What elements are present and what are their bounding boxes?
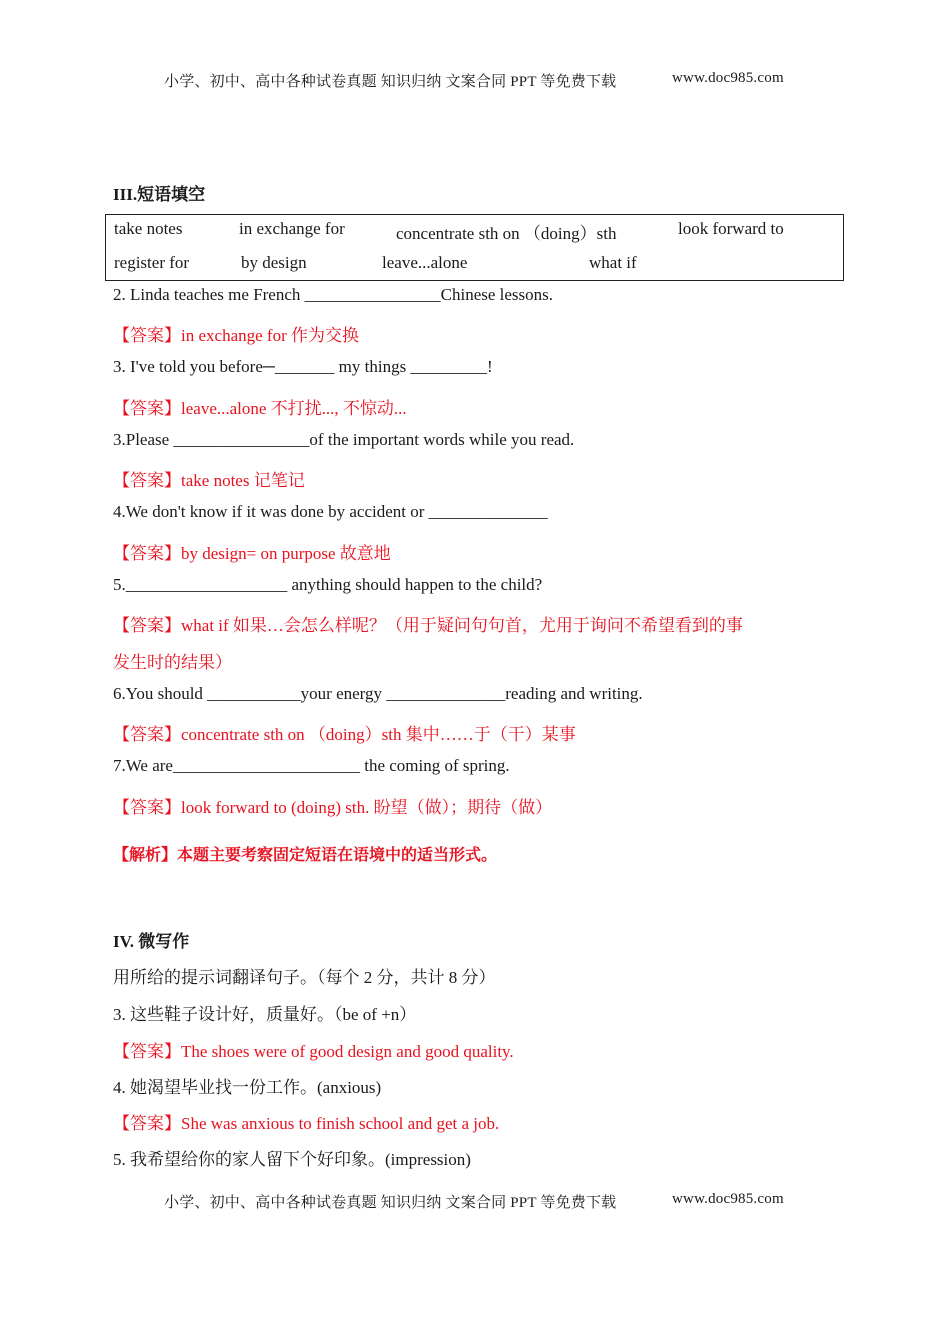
answer-text: 【答案】take notes 记笔记 [113,471,305,490]
analysis-text: 【解析】本题主要考察固定短语在语境中的适当形式。 [113,845,498,864]
answer-text: 【答案】what if 如果…会怎么样呢？（用于疑问句句首，尤用于询问不希望看到的事 [113,616,743,635]
phrase-leave-alone: leave...alone [382,253,468,272]
answer-text: 【答案】leave...alone 不打扰..., 不惊动... [113,399,407,418]
section-4-instruction: 用所给的提示词翻译句子。（每个 2 分，共计 8 分） [113,968,496,987]
question-text: 4. 她渴望毕业找一份工作。(anxious) [113,1078,382,1097]
phrase-take-notes: take notes [114,219,183,238]
question-text: 3. 这些鞋子设计好，质量好。（be of +n） [113,1005,417,1024]
question-text: 2. Linda teaches me French ________________Chinese lessons. [113,285,554,304]
phrase-box [105,214,844,281]
answer-text: 【答案】look forward to (doing) sth. 盼望（做）；期待（做） [113,798,553,817]
header-url[interactable]: www.doc985.com [672,70,784,86]
question-text: 4.We don't know if it was done by accident or ______________ [113,502,548,521]
phrase-register-for: register for [114,253,190,272]
question-text: 5.___________________ anything should happen to the child? [113,575,543,594]
answer-text: 【答案】by design= on purpose 故意地 [113,544,391,563]
footer-title: 小学、初中、高中各种试卷真题 知识归纳 文案合同 PPT 等免费下载 [164,1195,617,1211]
phrase-concentrate-on: concentrate sth on （doing）sth [396,224,617,243]
question-text: 3. I've told you before─_______ my things _________! [113,357,493,376]
question-text: 3.Please ________________of the important words while you read. [113,430,575,449]
answer-text: 【答案】in exchange for 作为交换 [113,326,359,345]
question-text: 6.You should ___________your energy ______________reading and writing. [113,684,643,703]
phrase-by-design: by design [241,253,307,272]
phrase-in-exchange-for: in exchange for [239,219,345,238]
page-footer [164,1191,784,1212]
section-4-title: IV. 微写作 [113,932,190,951]
answer-text: 【答案】She was anxious to finish school and get a job. [113,1114,500,1133]
phrase-look-forward-to: look forward to [678,219,784,238]
question-text: 7.We are______________________ the coming of spring. [113,756,510,775]
answer-text: 【答案】concentrate sth on （doing）sth 集中……于（干）某事 [113,725,576,744]
footer-url[interactable]: www.doc985.com [672,1191,784,1207]
question-text: 5. 我希望给你的家人留下个好印象。(impression) [113,1150,471,1169]
page-header [164,70,784,91]
answer-text-continued: 发生时的结果） [113,653,232,672]
section-3-title: III.短语填空 [113,185,206,204]
answer-text: 【答案】The shoes were of good design and good quality. [113,1042,514,1061]
header-title: 小学、初中、高中各种试卷真题 知识归纳 文案合同 PPT 等免费下载 [164,74,617,90]
phrase-what-if: what if [589,253,637,272]
